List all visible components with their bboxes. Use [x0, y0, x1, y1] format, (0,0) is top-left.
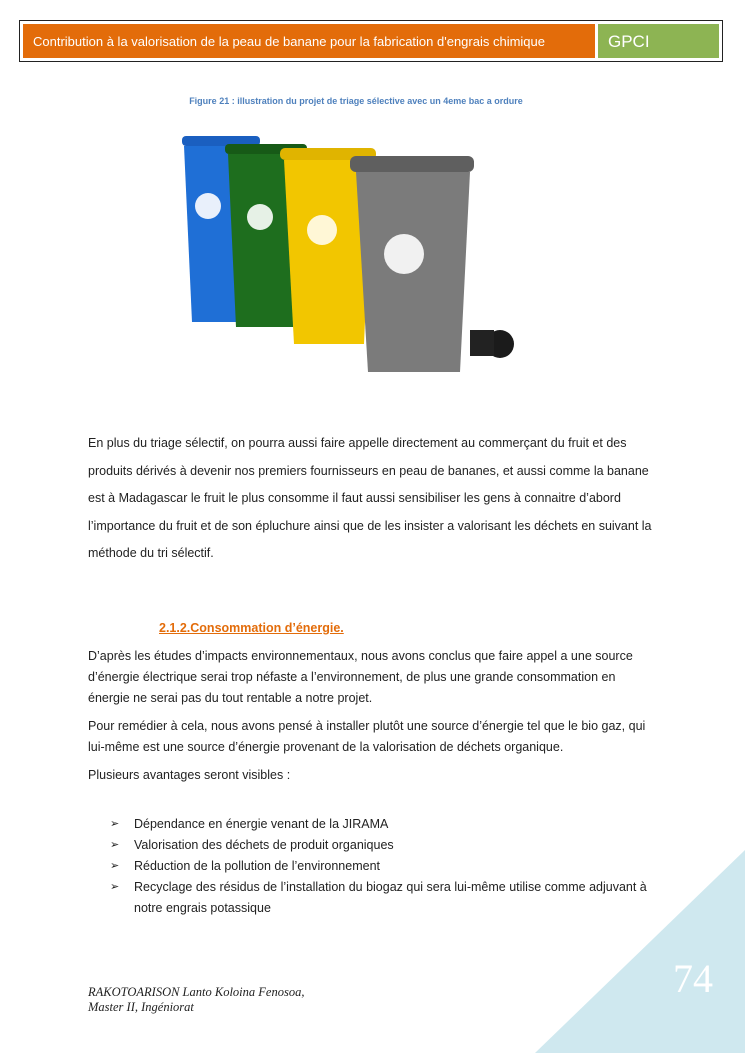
paragraph-triage: En plus du triage sélectif, on pourra aussi faire appelle directement au commerçant du fruit et des produits dérivés à devenir nos premiers fournisseurs en peau de bananes, et aussi comme la banane est à Madagascar le fruit le plus consomme il faut aussi sensibiliser les gens à connaitre d’abord l’importance du fruit et de son épluchure ainsi que de les insister a valorisant les déchets en suivant la méthode du tri sélectif.	[88, 436, 652, 560]
list-item-text: Dépendance en énergie venant de la JIRAMA	[134, 817, 389, 831]
footer-author: RAKOTOARISON Lanto Koloina Fenosoa,	[88, 985, 305, 999]
corner-triangle	[535, 850, 745, 1053]
section-body	[88, 646, 658, 793]
corner-decoration	[535, 850, 745, 1053]
header-code: GPCI	[598, 24, 719, 58]
list-item-text: Réduction de la pollution de l’environnement	[134, 859, 380, 873]
arrow-bullet-icon: ➢	[110, 881, 120, 893]
footer	[88, 985, 304, 1015]
arrow-bullet-icon: ➢	[110, 860, 120, 872]
page-number: 74	[673, 956, 713, 1001]
section-paragraph: Plusieurs avantages seront visibles :	[88, 768, 291, 782]
page-header	[19, 20, 723, 62]
arrow-bullet-icon: ➢	[110, 818, 120, 830]
header-title: Contribution à la valorisation de la peau de banane pour la fabrication d'engrais chimique	[23, 24, 595, 58]
list-item-text: Recyclage des résidus de l’installation du biogaz qui sera lui-même utilise comme adjuvant à notre engrais potassique	[134, 880, 647, 915]
list-item-text: Valorisation des déchets de produit organiques	[134, 838, 394, 852]
section-paragraph: D’après les études d’impacts environnementaux, nous avons conclus que faire appel a une source d’énergie électrique serai trop néfaste a l’environnement, de plus une grande consommation en énergie ne serai pas du tout rentable a notre projet.	[88, 649, 633, 705]
list-item	[110, 814, 650, 835]
footer-degree: Master II, Ingéniorat	[88, 1000, 194, 1014]
recycling-bins-illustration	[170, 122, 530, 392]
section-title: 2.1.2.Consommation d’énergie.	[159, 621, 344, 635]
arrow-bullet-icon: ➢	[110, 839, 120, 851]
figure-caption: Figure 21 : illustration du projet de triage sélective avec un 4eme bac a ordure	[189, 96, 523, 106]
section-paragraph: Pour remédier à cela, nous avons pensé à installer plutôt une source d’énergie tel que le bio gaz, qui lui-même est une source d’énergie provenant de la valorisation de déchets organique.	[88, 719, 646, 754]
grey-bin	[350, 156, 514, 372]
